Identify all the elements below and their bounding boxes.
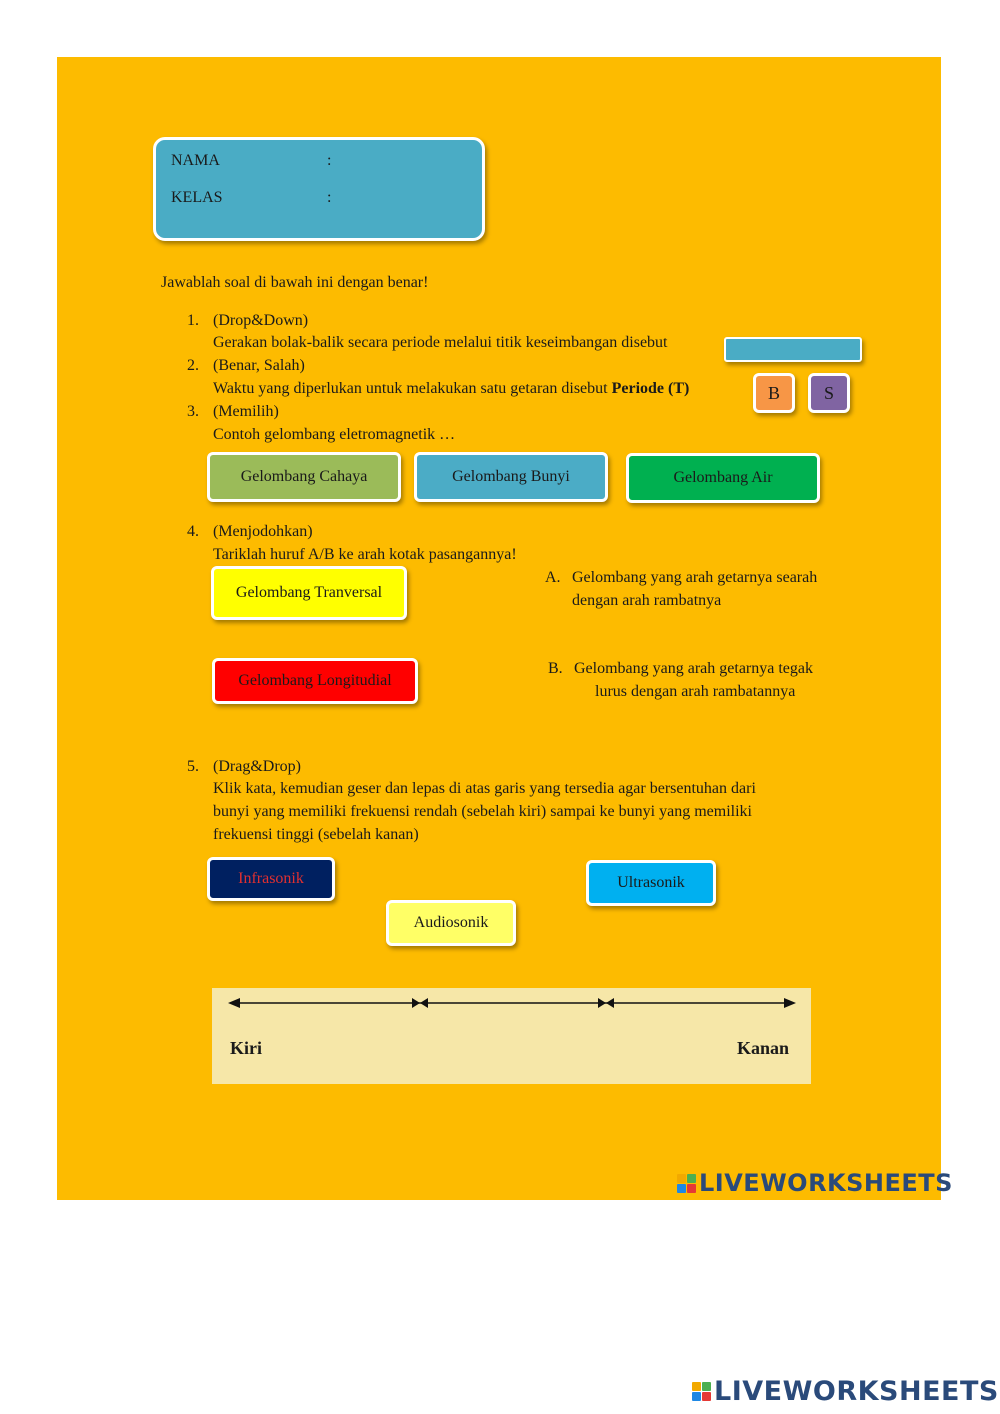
logo-text: LIVEWORKSHEETS: [699, 1169, 953, 1197]
q3-type: (Memilih): [213, 403, 279, 420]
q2-type: (Benar, Salah): [213, 357, 305, 374]
q5-line2: bunyi yang memiliki frekuensi rendah (sebelah kiri) sampai ke bunyi yang memiliki: [213, 803, 752, 820]
logo-grid-icon: [692, 1382, 711, 1401]
q1-text: Gerakan bolak-balik secara periode melalui titik keseimbangan disebut: [213, 334, 668, 351]
name-label: NAMA: [171, 152, 220, 169]
q1-type: (Drop&Down): [213, 312, 309, 329]
answer-a-line2: dengan arah rambatnya: [572, 592, 722, 609]
q5-number: 5.: [187, 758, 199, 775]
class-colon: :: [327, 189, 332, 206]
logo-text: LIVEWORKSHEETS: [714, 1376, 999, 1407]
item-gelombang-longitudial[interactable]: Gelombang Longitudial: [212, 658, 418, 704]
option-gelombang-air[interactable]: Gelombang Air: [626, 453, 820, 503]
q2-text: [213, 378, 689, 400]
q4-type: (Menjodohkan): [213, 523, 313, 540]
q3-number: 3.: [187, 403, 199, 420]
q2-text-bold: Periode (T): [611, 380, 690, 397]
identity-box: [153, 137, 485, 241]
scale-left-label: Kiri: [230, 1038, 262, 1058]
q5-line3: frekuensi tinggi (sebelah kanan): [213, 826, 419, 843]
name-colon: :: [327, 152, 332, 169]
liveworksheets-logo-footer: [692, 1376, 999, 1407]
option-gelombang-bunyi[interactable]: Gelombang Bunyi: [414, 452, 608, 502]
instruction-text: Jawablah soal di bawah ini dengan benar!: [161, 274, 429, 291]
answer-b-letter[interactable]: B.: [548, 660, 563, 677]
q3-text: Contoh gelombang eletromagnetik …: [213, 426, 456, 443]
logo-grid-icon: [677, 1174, 696, 1193]
answer-a-letter[interactable]: A.: [545, 569, 561, 586]
word-infrasonik[interactable]: Infrasonik: [207, 857, 335, 901]
worksheet-page: [57, 57, 953, 1200]
option-gelombang-cahaya[interactable]: Gelombang Cahaya: [207, 452, 401, 502]
true-button[interactable]: B: [753, 373, 795, 413]
q2-number: 2.: [187, 357, 199, 374]
answer-b-line1: Gelombang yang arah getarnya tegak: [574, 660, 814, 677]
class-label: KELAS: [171, 189, 223, 206]
q4-text: Tariklah huruf A/B ke arah kotak pasangannya!: [213, 546, 517, 563]
scale-arrow-line: [212, 988, 811, 1028]
word-ultrasonik[interactable]: Ultrasonik: [586, 860, 716, 906]
answer-a-line1: Gelombang yang arah getarnya searah: [572, 569, 818, 586]
liveworksheets-logo-inner: [677, 1169, 953, 1197]
q5-line1: Klik kata, kemudian geser dan lepas di atas garis yang tersedia agar bersentuhan dari: [213, 780, 756, 797]
q5-type: (Drag&Drop): [213, 758, 301, 775]
frequency-scale[interactable]: [212, 988, 811, 1084]
item-gelombang-tranversal[interactable]: Gelombang Tranversal: [211, 566, 407, 620]
q4-number: 4.: [187, 523, 199, 540]
q1-dropdown-field[interactable]: [724, 337, 862, 362]
answer-b-line2: lurus dengan arah rambatannya: [595, 683, 796, 700]
scale-right-label: Kanan: [736, 1038, 789, 1058]
word-audiosonik[interactable]: Audiosonik: [386, 900, 516, 946]
q2-text-main: Waktu yang diperlukan untuk melakukan satu getaran disebut: [213, 380, 612, 397]
q1-number: 1.: [187, 312, 199, 329]
false-button[interactable]: S: [808, 373, 850, 413]
